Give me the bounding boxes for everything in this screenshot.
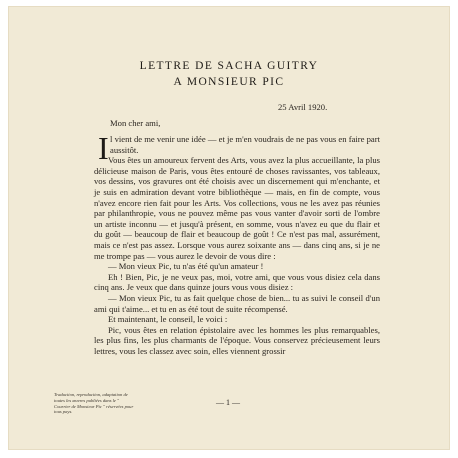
letter-page <box>8 6 450 450</box>
paragraph: Pic, vous êtes en relation épistolaire avec les hommes les plus remarquables, les plus fins, les plus charmants de l'époque. Vous conservez précieusement leurs lettres, vous les classez avec soin, elles viennent grossir <box>94 324 380 356</box>
copyright-footnote: Traduction, reproduction, adaptation de toutes les œuvres publiées dans le " Courrier de Monsieur Pic " réservées pour tous pays. <box>54 392 134 415</box>
salutation: Mon cher ami, <box>110 118 161 128</box>
letter-title-line2: A MONSIEUR PIC <box>173 76 285 88</box>
paragraph: Vous êtes un amoureux fervent des Arts, vous avez la plus accueillante, la plus délicieuse maison de Paris, vous êtes entouré de choses ravissantes, vos tableaux, vos dessins, vos gravures ont été choisis avec un discernement qui m'enchante, et je suis en admiration devant votre bibliothèque — mais, en fin de compte, vous n'avez encore rien fait pour les Arts. Vos collections, vous ne les avez pas réunies par philanthropie, vous ne pouvez même pas vous vanter d'avoir sorti de l'ombre un artiste inconnu — et jusqu'à présent, en somme, vous n'avez eu que du flair et du goût — beaucoup de flair et beaucoup de goût ! Ce n'est pas mal, assurément, mais ce n'est pas assez. Lorsque vous aurez soixante ans — dans cinq ans, si je ne me trompe pas — vous aurez le devoir de vous dire : <box>94 155 380 261</box>
letter-body <box>94 130 380 356</box>
paragraph: — Mon vieux Pic, tu as fait quelque chose de bien... tu as suivi le conseil d'un ami qui t'aime... et tu en as été tout de suite récompensé. <box>94 292 380 314</box>
paragraph: Et maintenant, le conseil, le voici : <box>108 314 228 325</box>
drop-cap: I <box>98 130 109 166</box>
paragraph: Eh ! Bien, Pic, je ne veux pas, moi, votre ami, que vous vous disiez cela dans cinq ans. Je veux que dans quinze jours vous vous disiez : <box>94 271 380 293</box>
letter-title-line1: LETTRE DE SACHA GUITRY <box>139 60 319 72</box>
page-number: — 1 — <box>216 398 240 407</box>
paragraph: — Mon vieux Pic, tu n'as été qu'un amateur ! <box>108 261 264 272</box>
paragraph: l vient de me venir une idée — et je m'en voudrais de ne pas vous en faire part aussitôt. <box>110 134 380 155</box>
letter-date: 25 Avril 1920. <box>278 102 328 112</box>
